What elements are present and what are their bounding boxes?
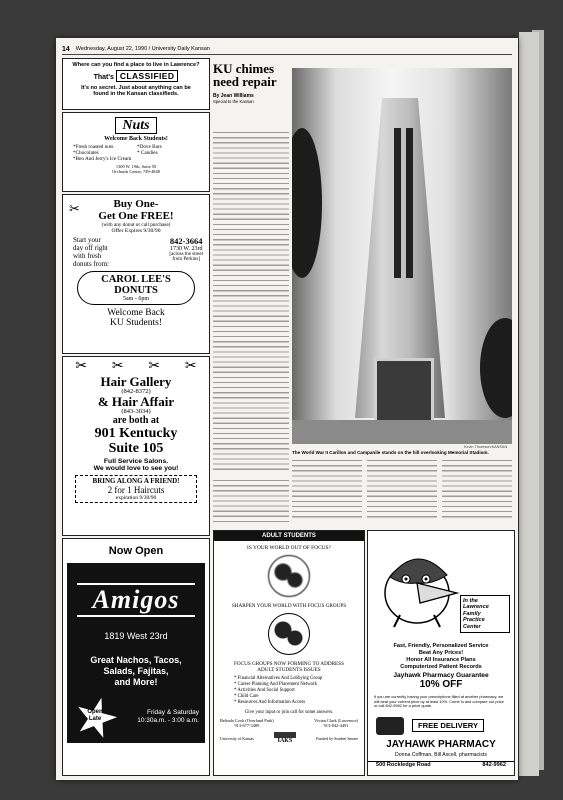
donuts-headline-2: Get One FREE! xyxy=(98,210,174,222)
donuts-across-2: from Perkins] xyxy=(172,257,201,262)
nuts-logo-text: Nuts xyxy=(115,117,156,134)
donuts-logo xyxy=(77,271,195,305)
tree-silhouette xyxy=(292,128,322,278)
donuts-start: Start your xyxy=(73,236,101,244)
nuts-address-2: Orchards Center, 749-4848 xyxy=(112,168,160,174)
focus-item: * Activities And Social Support xyxy=(234,688,295,693)
classified-line1: Where can you find a place to live in Lawrence? xyxy=(72,62,200,68)
donuts-name-2: DONUTS xyxy=(114,285,158,296)
nuts-logo xyxy=(63,116,209,134)
tree-silhouette xyxy=(480,318,512,418)
pharmacy-services xyxy=(368,643,514,690)
amigos-dark-panel xyxy=(67,563,205,743)
nuts-item-list xyxy=(63,142,209,163)
focus-item: * Resources And Information Access xyxy=(234,700,306,705)
tower-doorway xyxy=(374,358,434,424)
article-body-column-3 xyxy=(367,458,437,518)
tower-slit xyxy=(406,128,413,278)
pharmacy-fine-print: If you are currently having your prescriptions filled at another pharmacy, we will beat your current price by at least 10%. Come in and compare our price or call 842-9962 for a price quote. xyxy=(374,694,504,709)
donuts-start-block xyxy=(73,236,109,268)
donuts-start: donuts from: xyxy=(73,260,109,268)
focus-contact-phone: 913-677-3489 xyxy=(234,723,260,728)
focus-forming-2: ADULT STUDENTS ISSUES xyxy=(257,667,321,673)
amigos-menu-2: Salads, Fajitas, xyxy=(103,666,169,676)
donuts-welcome-1: Welcome Back xyxy=(107,308,165,318)
hair-salon-ad xyxy=(62,356,210,536)
article-body-column-2 xyxy=(292,458,362,518)
globe-icon xyxy=(268,613,310,655)
classified-line3: It's no secret. Just about anything can be xyxy=(81,85,191,91)
donuts-across: [across the street xyxy=(169,252,203,257)
donuts-contact-block xyxy=(169,236,203,268)
scissors-icon: ✂ xyxy=(184,359,197,374)
amigos-hours-line: 10:30a.m. - 3:00 a.m. xyxy=(137,717,199,724)
hair-phone-2: (843-3034) xyxy=(121,408,151,415)
donuts-start: with fresh xyxy=(73,252,102,260)
nuts-item: * Candies xyxy=(137,150,158,157)
hair-address-1: 901 Kentucky xyxy=(94,426,178,441)
hair-coupon-line: BRING ALONG A FRIEND! xyxy=(92,477,180,485)
donuts-sub: (with any donut or call purchase) xyxy=(101,222,171,228)
pharmacy-tag-line: Family xyxy=(463,610,481,617)
hair-coupon-line: 2 for 1 Haircuts xyxy=(107,485,165,495)
classified-ad xyxy=(62,58,210,110)
focus-banner: ADULT STUDENTS xyxy=(214,531,364,541)
article-header xyxy=(213,62,289,104)
pharmacy-discount: 10% OFF xyxy=(419,679,463,690)
hair-coupon-line: expiration 9/30/90 xyxy=(115,495,157,501)
photo-caption: The World War II Carillon and Campanile stands on the hill overlooking Memorial Stadium. xyxy=(292,450,489,455)
amigos-address: 1819 West 23rd xyxy=(104,631,168,641)
hair-located: are both at xyxy=(112,415,160,426)
nuts-address: 1300 W. 19th, Suite 50 xyxy=(115,163,157,169)
donuts-name: CAROL LEE'S xyxy=(101,274,171,285)
amigos-logo: Amigos xyxy=(77,583,195,617)
article-body-column-1 xyxy=(213,130,289,472)
hair-phone-1: (842-8372) xyxy=(121,388,151,395)
focus-cta: Give your input or join call for some answers. xyxy=(244,710,334,715)
scissors-row xyxy=(63,358,209,375)
scissors-icon: ✂ xyxy=(148,359,161,374)
nuts-item: *Chocolates xyxy=(73,150,99,157)
scissors-icon: ✂ xyxy=(75,359,88,374)
pharmacy-guarantee: Jayhawk Pharmacy Guarantee xyxy=(393,672,489,679)
article-body-column-1-cont xyxy=(213,478,289,526)
ground xyxy=(292,420,512,444)
pharmacy-service-line: Beat Any Prices! xyxy=(418,650,464,656)
amigos-hours xyxy=(137,709,199,725)
article-body-column-4 xyxy=(442,458,512,518)
pharmacy-phone: 842-9962 xyxy=(482,762,506,768)
focus-org-logo: IAKS xyxy=(274,732,297,744)
carillon-photo xyxy=(292,68,512,444)
pharmacy-logo-badge xyxy=(376,717,404,735)
focus-item: * Child Care xyxy=(234,694,259,699)
amigos-menu-3: and More! xyxy=(114,677,158,687)
page-header xyxy=(62,44,512,55)
donuts-welcome-2: KU Students! xyxy=(110,318,162,328)
amigos-now-open: Now Open xyxy=(108,545,164,557)
donuts-address: 1730 W. 23rd xyxy=(169,246,203,252)
jayhawk-mascot-icon xyxy=(372,537,462,629)
amigos-badge-line: Late xyxy=(88,716,102,722)
donuts-offer: Offer Expires 9/30/90 xyxy=(111,228,161,234)
article-byline: By Jean Williams xyxy=(213,93,254,99)
pharmacy-tag-line: Practice xyxy=(463,617,485,624)
focus-contact-name: Vivian Clark (Lawrence) xyxy=(314,718,358,723)
classified-pre: That's xyxy=(93,74,114,81)
pharmacy-service-line: Computerized Patient Records xyxy=(400,664,482,670)
pharmacy-tag-line: Center xyxy=(463,623,481,630)
pharmacy-delivery: FREE DELIVERY xyxy=(412,719,484,732)
amigos-badge xyxy=(79,709,111,723)
pharmacy-tag-line: Lawrence xyxy=(463,604,489,611)
nuts-item: *Dove Bars xyxy=(137,144,162,150)
focus-question-1: IS YOUR WORLD OUT OF FOCUS? xyxy=(247,545,331,551)
focus-groups-ad xyxy=(213,530,365,776)
pharmacy-service-line: Honor All Insurance Plans xyxy=(406,657,476,663)
pharmacy-address-row xyxy=(368,761,514,768)
nuts-item: *Fresh roasted nuts xyxy=(73,144,114,150)
donuts-detail-row xyxy=(63,234,209,268)
scissors-icon: ✂ xyxy=(69,201,80,216)
article-byline-role: Special to the Kansan xyxy=(213,99,254,104)
focus-footer-right: Funded by Student Senate xyxy=(316,735,358,741)
newspaper-stack-edge-2 xyxy=(519,32,539,776)
tower-slit xyxy=(394,128,401,278)
focus-contact-name: Belinda Cook (Overland Park) xyxy=(220,718,274,723)
classified-word: CLASSIFIED xyxy=(116,70,179,82)
donuts-phone: 842-3664 xyxy=(169,236,203,246)
jayhawk-pharmacy-ad xyxy=(367,530,515,776)
pharmacy-location-tag xyxy=(460,595,510,633)
page-number: 14 xyxy=(62,45,70,53)
focus-contact-1 xyxy=(220,718,274,728)
amigos-ad xyxy=(62,538,210,776)
hair-address-2: Suite 105 xyxy=(108,441,164,456)
pharmacy-name: JAYHAWK PHARMACY xyxy=(386,739,496,750)
nuts-item: *Ben And Jerry's Ice Cream xyxy=(73,156,132,163)
article-headline-2: need repair xyxy=(213,74,277,89)
date-line: Wednesday, August 22, 1990 / University Daily Kansan xyxy=(75,46,210,52)
donuts-hours: 5am - 6pm xyxy=(123,296,149,302)
classified-line2 xyxy=(63,71,209,81)
amigos-badge-line: Open xyxy=(87,709,103,715)
amigos-hours-line: Friday & Saturday xyxy=(146,709,199,716)
hair-coupon xyxy=(75,475,197,503)
focus-contact-2 xyxy=(314,718,358,728)
pharmacy-tag-line: In the xyxy=(463,598,478,604)
pharmacy-service-line: Fast, Friendly, Personalized Service xyxy=(393,643,489,649)
hair-tag-2: We would love to see you! xyxy=(93,465,179,472)
focus-contact-phone: 913-842-4491 xyxy=(323,723,349,728)
focus-contacts xyxy=(214,715,364,728)
pharmacy-address: 500 Rockledge Road xyxy=(376,762,431,768)
focus-forming-1: FOCUS GROUPS NOW FORMING TO ADDRESS xyxy=(234,661,344,667)
hair-tag-1: Full Service Salons. xyxy=(103,458,169,465)
nuts-welcome: Welcome Back Students! xyxy=(104,136,168,142)
amigos-menu-1: Great Nachos, Tacos, xyxy=(90,655,182,665)
photo-credit: Kevin Thoreson/KANSAN xyxy=(464,445,508,449)
donuts-start: day off right xyxy=(73,244,108,252)
scissors-icon: ✂ xyxy=(111,359,124,374)
article-headline-1: KU chimes xyxy=(213,61,275,76)
hair-name-2: & Hair Affair xyxy=(97,394,175,409)
focus-item-list xyxy=(214,673,364,706)
newspaper-page xyxy=(56,38,518,780)
focus-footer-left: University of Kansas xyxy=(220,735,254,741)
pharmacy-pharmacists: Donna Coffman, Bill Axcell, pharmacists xyxy=(395,752,487,758)
donuts-ad xyxy=(62,194,210,354)
classified-line4: found in the Kansan classifieds. xyxy=(93,91,179,97)
focus-question-2: SHARPEN YOUR WORLD WITH FOCUS GROUPS xyxy=(231,603,347,609)
donuts-headline-1: Buy One- xyxy=(113,198,159,210)
focus-footer xyxy=(214,728,364,744)
hair-name-1: Hair Gallery xyxy=(100,374,172,389)
focus-item: * Financial Alternatives And Lobbying Group xyxy=(234,676,323,681)
blurry-globe-icon xyxy=(268,555,310,597)
focus-item: * Career Planning And Placement Network xyxy=(234,682,317,687)
nuts-ad xyxy=(62,112,210,192)
